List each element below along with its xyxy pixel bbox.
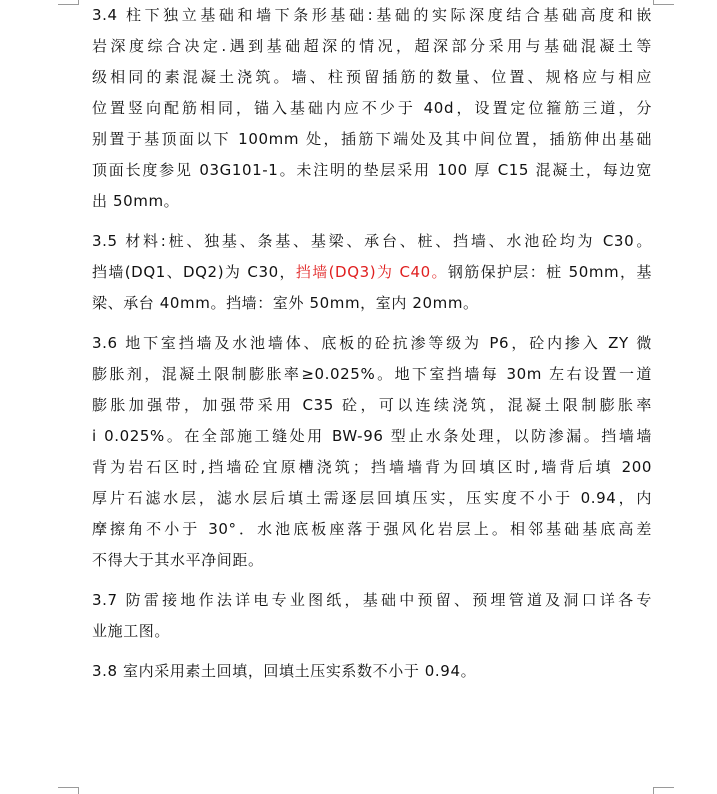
text-line bbox=[92, 545, 652, 576]
text-run: 3.4 柱下独立基础和墙下条形基础:基础的实际深度结合基础高度和嵌 bbox=[92, 6, 652, 24]
text-run: 别置于基顶面以下 100mm 处，插筋下端处及其中间位置，插筋伸出基础 bbox=[92, 130, 652, 148]
text-run: 出 50mm。 bbox=[92, 192, 180, 210]
text-line bbox=[92, 483, 652, 514]
text-run: 3.7 防雷接地作法详电专业图纸，基础中预留、预埋管道及洞口详各专 bbox=[92, 591, 652, 609]
text-run: 梁、承台 40mm。挡墙：室外 50mm，室内 20mm。 bbox=[92, 294, 479, 312]
text-line bbox=[92, 390, 652, 421]
highlighted-text-run: 挡墙(DQ3)为 C40。 bbox=[295, 263, 448, 281]
text-line bbox=[92, 328, 652, 359]
text-run: 3.6 地下室挡墙及水池墙体、底板的砼抗渗等级为 P6，砼内掺入 ZY 微 bbox=[92, 334, 652, 352]
text-run: 业施工图。 bbox=[92, 622, 171, 640]
crop-mark-top-left bbox=[58, 0, 79, 5]
crop-mark-top-right bbox=[653, 0, 674, 5]
paragraph-3-5 bbox=[92, 226, 652, 319]
text-line bbox=[92, 421, 652, 452]
text-run: 背为岩石区时,挡墙砼宜原槽浇筑；挡墙墙背为回填区时,墙背后填 200 bbox=[92, 458, 652, 476]
text-run: 岩深度综合决定.遇到基础超深的情况，超深部分采用与基础混凝土等 bbox=[92, 37, 652, 55]
text-run: 位置竖向配筋相同，锚入基础内应不少于 40d，设置定位箍筋三道，分 bbox=[92, 99, 652, 117]
text-line bbox=[92, 124, 652, 155]
text-line bbox=[92, 616, 652, 647]
text-line bbox=[92, 257, 652, 288]
paragraph-3-8 bbox=[92, 656, 652, 687]
text-run: 膨胀加强带，加强带采用 C35 砼，可以连续浇筑，混凝土限制膨胀率 bbox=[92, 396, 652, 414]
text-run: 级相同的素混凝土浇筑。墙、柱预留插筋的数量、位置、规格应与相应 bbox=[92, 68, 652, 86]
text-line bbox=[92, 656, 652, 687]
text-line bbox=[92, 31, 652, 62]
text-run: 摩擦角不小于 30°．水池底板座落于强风化岩层上。相邻基础基底高差 bbox=[92, 520, 652, 538]
text-line bbox=[92, 0, 652, 31]
text-run: 3.8 室内采用素土回填，回填土压实系数不小于 0.94。 bbox=[92, 662, 477, 680]
paragraph-3-4 bbox=[92, 0, 652, 217]
text-run: 挡墙(DQ1、DQ2)为 C30， bbox=[92, 263, 296, 281]
text-run: 钢筋保护层：桩 50mm，基 bbox=[447, 263, 652, 281]
paragraph-3-6 bbox=[92, 328, 652, 576]
text-run: 不得大于其水平净间距。 bbox=[92, 551, 264, 569]
text-line bbox=[92, 93, 652, 124]
paragraph-3-7 bbox=[92, 585, 652, 647]
text-line bbox=[92, 186, 652, 217]
text-line bbox=[92, 62, 652, 93]
text-run: 厚片石滤水层，滤水层后填土需逐层回填压实，压实度不小于 0.94，内 bbox=[92, 489, 652, 507]
text-run: 3.5 材料:桩、独基、条基、基梁、承台、桩、挡墙、水池砼均为 C30。 bbox=[92, 232, 652, 250]
document-page bbox=[92, 0, 652, 696]
text-run: 膨胀剂，混凝土限制膨胀率≥0.025%。地下室挡墙每 30m 左右设置一道 bbox=[92, 365, 652, 383]
crop-mark-bottom-right bbox=[653, 787, 674, 794]
text-line bbox=[92, 514, 652, 545]
text-line bbox=[92, 155, 652, 186]
text-run: 顶面长度参见 03G101-1。未注明的垫层采用 100 厚 C15 混凝土，每边宽 bbox=[92, 161, 652, 179]
text-run: i 0.025%。在全部施工缝处用 BW-96 型止水条处理，以防渗漏。挡墙墙 bbox=[92, 427, 652, 445]
text-line bbox=[92, 585, 652, 616]
text-line bbox=[92, 226, 652, 257]
crop-mark-bottom-left bbox=[58, 787, 79, 794]
text-line bbox=[92, 452, 652, 483]
text-line bbox=[92, 359, 652, 390]
text-line bbox=[92, 288, 652, 319]
